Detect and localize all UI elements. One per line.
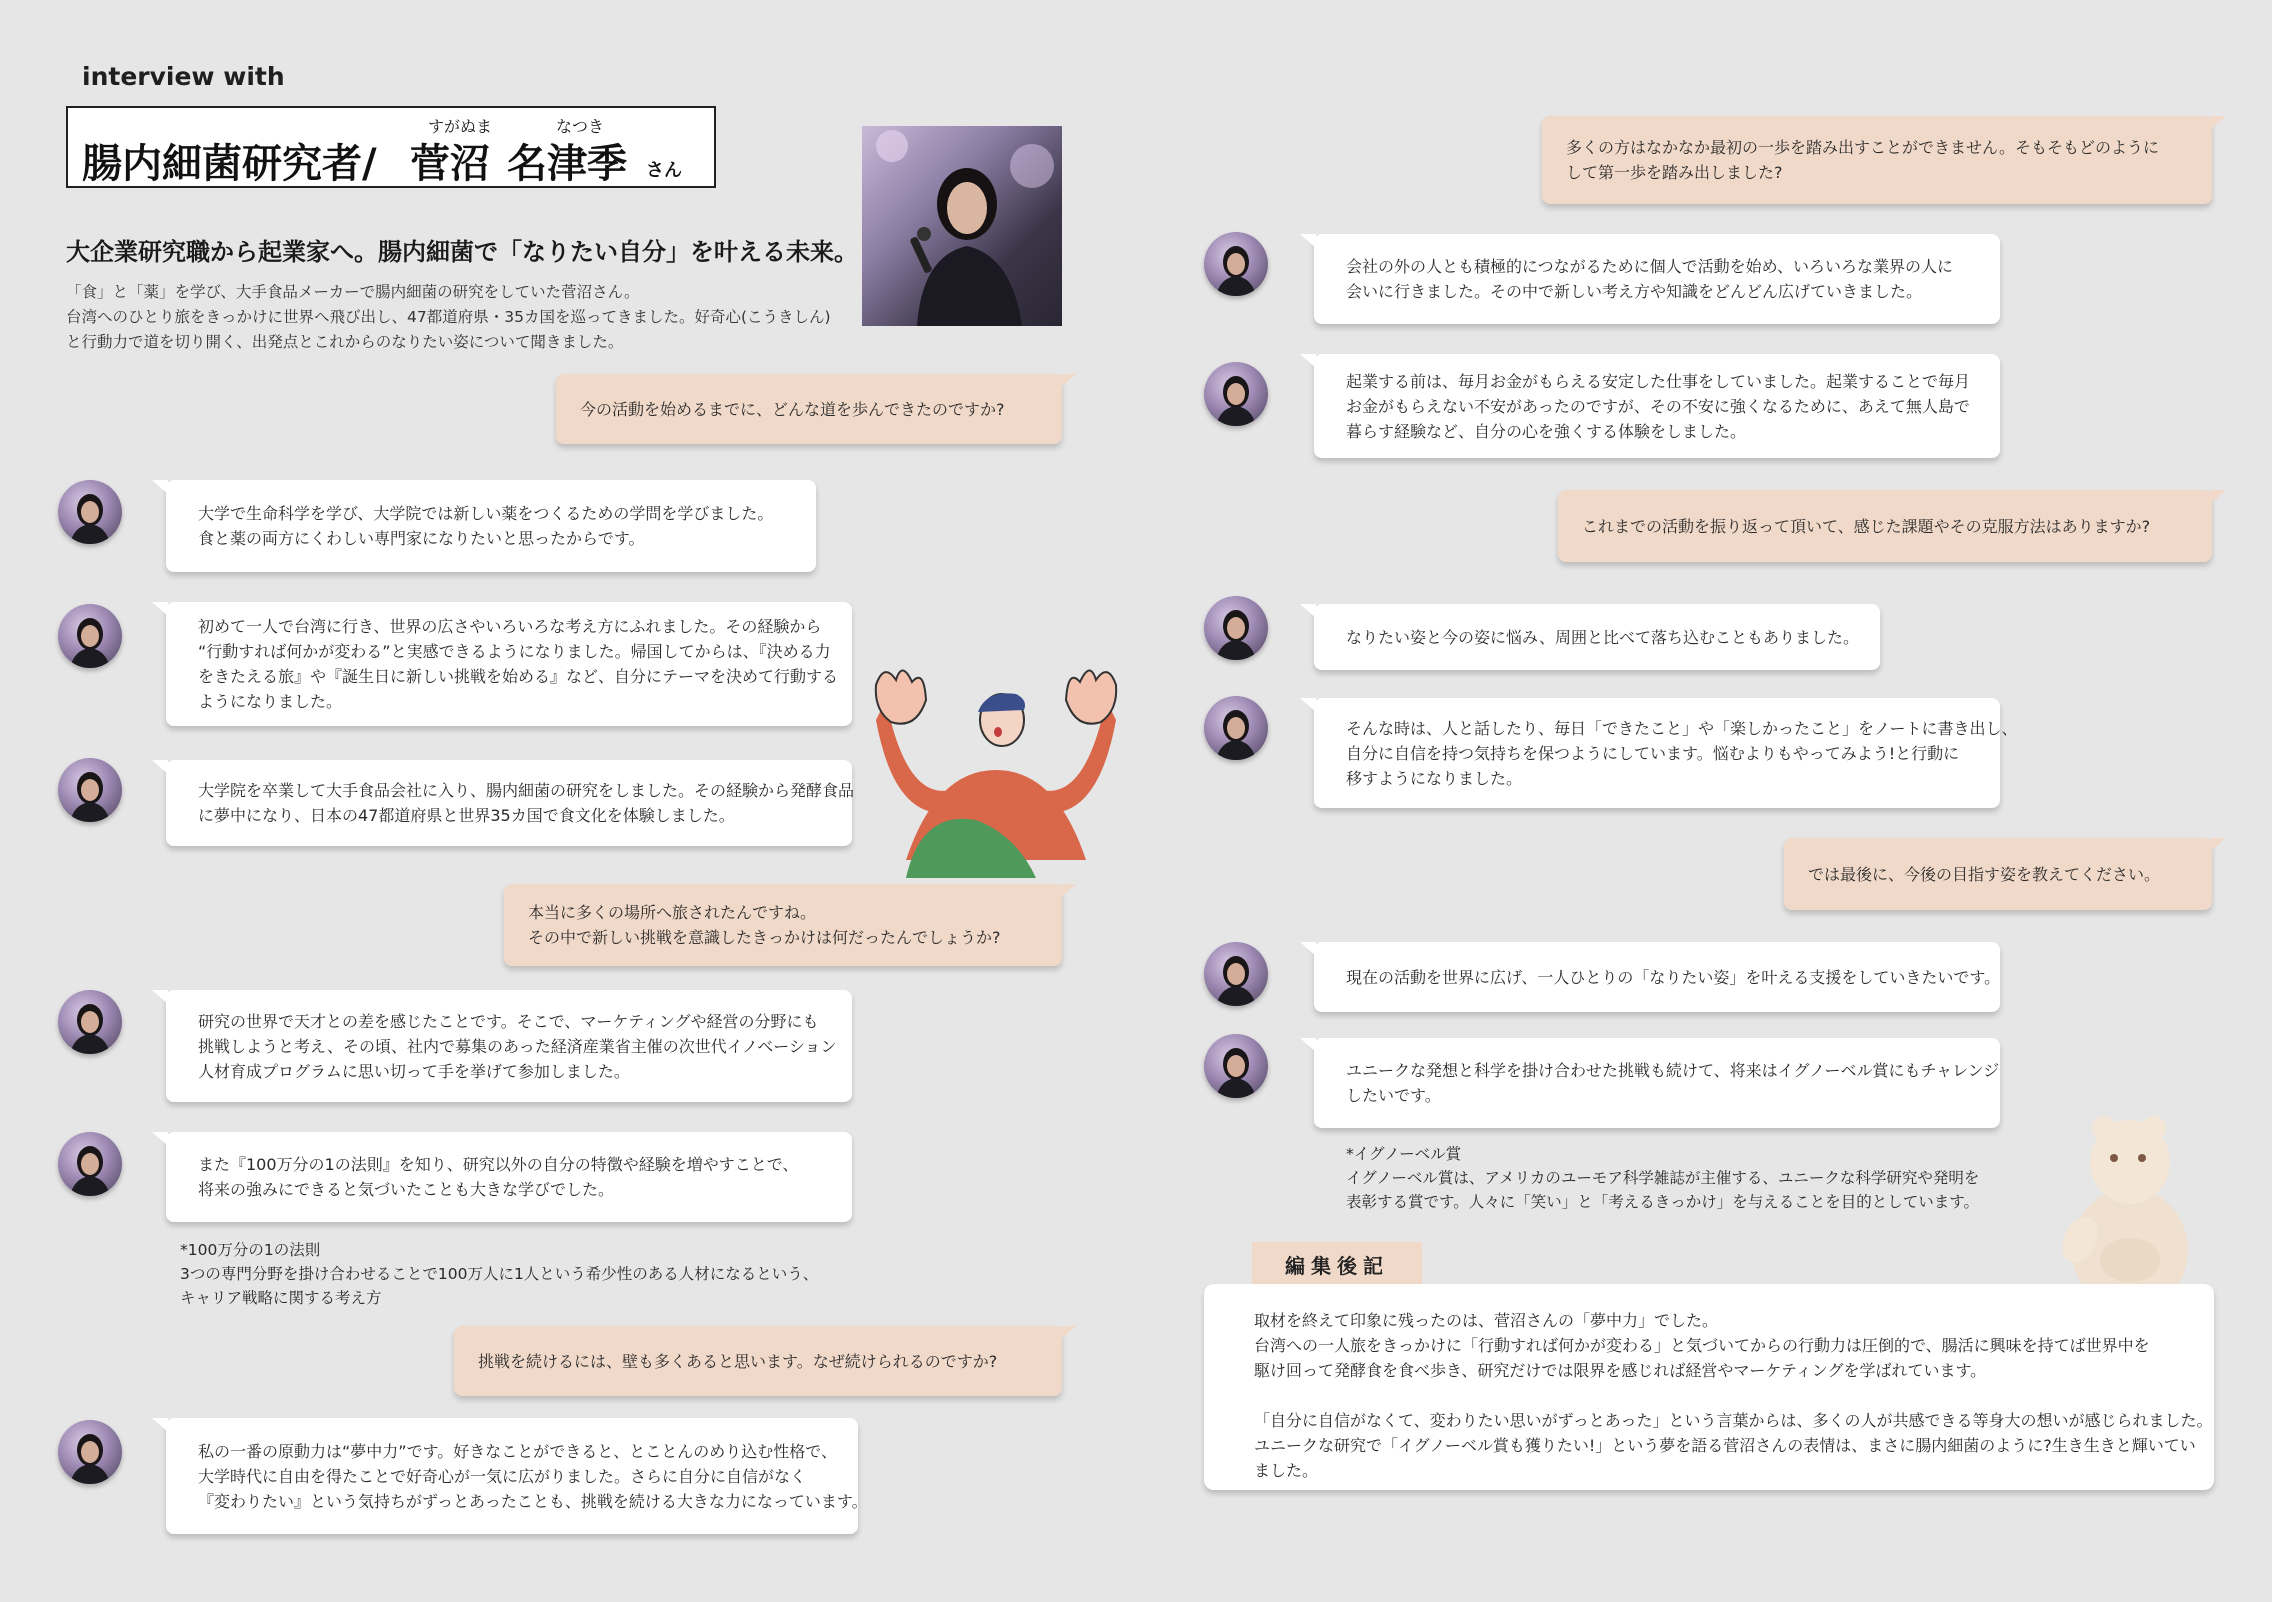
intro-paragraph <box>66 280 846 355</box>
title-role: 腸内細菌研究者/ <box>82 141 377 187</box>
answer-bubble <box>1314 234 2000 324</box>
person-illustration <box>866 660 1126 878</box>
answer-bubble <box>166 480 816 572</box>
intro-line: 「食」と「薬」を学び、大手食品メーカーで腸内細菌の研究をしていた菅沼さん。 <box>66 283 640 301</box>
avatar <box>58 480 122 544</box>
answer-line: 自分に自信を持つ気持ちを保つようにしています。悩むよりもやってみよう!と行動に <box>1346 743 1960 763</box>
intro-line: 台湾へのひとり旅をきっかけに世界へ飛び出し、47都道府県・35カ国を巡ってきました。好奇心(こうきしん) <box>66 308 831 326</box>
question-line: では最後に、今後の目指す姿を教えてください。 <box>1808 864 2161 884</box>
question-bubble <box>504 884 1062 966</box>
footnote-line: 表彰する賞です。人々に「笑い」と「考えるきっかけ」を与えることを目的としています。 <box>1346 1193 1980 1211</box>
avatar <box>58 1420 122 1484</box>
answer-line: ようになりました。 <box>198 692 343 711</box>
footnote-line: *100万分の1の法則 <box>180 1241 321 1259</box>
answer-line: 研究の世界で天才との差を感じたことです。そこで、マーケティングや経営の分野にも <box>198 1011 819 1031</box>
answer-bubble <box>166 602 852 726</box>
question-bubble <box>1542 116 2212 204</box>
avatar <box>1204 942 1268 1006</box>
answer-line: 初めて一人で台湾に行き、世界の広さやいろいろな考え方にふれました。その経験から <box>198 617 822 636</box>
answer-line: 大学時代に自由を得たことで好奇心が一気に広がりました。さらに自分に自信がなく <box>198 1466 807 1486</box>
avatar <box>58 1132 122 1196</box>
avatar <box>1204 362 1268 426</box>
question-bubble <box>1558 490 2212 562</box>
answer-bubble <box>1314 354 2000 458</box>
answer-line: 大学で生命科学を学び、大学院では新しい薬をつくるための学問を学びました。 <box>198 504 774 523</box>
answer-line: 『変わりたい』という気持ちがずっとあったことも、挑戦を続ける大きな力になっています。 <box>198 1491 868 1511</box>
name-given: 名津季 <box>507 141 627 187</box>
editor-line: 台湾への一人旅をきっかけに「行動すれば何かが変わる」と気づいてからの行動力は圧倒的で、腸活に興味を持てば世界中を <box>1254 1336 2150 1355</box>
footnote-line: イグノーベル賞は、アメリカのユーモア科学雑誌が主催する、ユニークな科学研究や発明を <box>1346 1169 1980 1187</box>
footnote-line: 3つの専門分野を掛け合わせることで100万人に1人という希少性のある人材になるという、 <box>180 1265 819 1283</box>
footnote-line: *イグノーベル賞 <box>1346 1145 1462 1163</box>
answer-line: 私の一番の原動力は“夢中力”です。好きなことができると、とことんのめり込む性格で、 <box>198 1441 837 1461</box>
answer-line: そんな時は、人と話したり、毎日「できたこと」や「楽しかったこと」をノートに書き出し、 <box>1346 718 2018 738</box>
answer-line: をきたえる旅』や『誕生日に新しい挑戦を始める』など、自分にテーマを決めて行動する <box>198 667 839 686</box>
intro-line: と行動力で道を切り開く、出発点とこれからのなりたい姿について聞きました。 <box>66 333 624 351</box>
question-line: 本当に多くの場所へ旅されたんですね。 <box>528 903 817 922</box>
footnote-line: キャリア戦略に関する考え方 <box>180 1289 382 1307</box>
editor-line: 駆け回って発酵食を食べ歩き、研究だけでは限界を感じれば経営やマーケティングを学ばれています。 <box>1254 1361 1987 1380</box>
answer-bubble <box>1314 1038 2000 1128</box>
question-line: 挑戦を続けるには、壁も多くあると思います。なぜ続けられるのですか? <box>478 1351 998 1371</box>
answer-bubble <box>166 1418 868 1534</box>
answer-line: したいです。 <box>1346 1086 1441 1105</box>
editor-note-box <box>1204 1284 2214 1490</box>
question-line: 多くの方はなかなか最初の一歩を踏み出すことができません。そもそもどのように <box>1566 138 2159 157</box>
answer-line: 挑戦しようと考え、その頃、社内で募集のあった経済産業省主催の次世代イノベーション <box>198 1036 837 1056</box>
answer-line: 会社の外の人とも積極的につながるために個人で活動を始め、いろいろな業界の人に <box>1346 257 1954 276</box>
answer-bubble <box>166 990 852 1102</box>
question-line: 今の活動を始めるまでに、どんな道を歩んできたのですか? <box>580 399 1005 419</box>
answer-line: 大学院を卒業して大手食品会社に入り、腸内細菌の研究をしました。その経験から発酵食品 <box>198 781 855 800</box>
answer-bubble <box>1314 604 1880 670</box>
answer-bubble <box>166 1132 852 1222</box>
editor-line: 「自分に自信がなくて、変わりたい思いがずっとあった」という言葉からは、多くの人が共感できる等身大の想いが感じられました。 <box>1254 1411 2213 1430</box>
question-bubble <box>454 1326 1062 1396</box>
ruby-given: なつき <box>556 117 605 136</box>
answer-line: 起業する前は、毎月お金がもらえる安定した仕事をしていました。起業することで毎月 <box>1346 371 1971 391</box>
interviewee-photo <box>862 126 1062 326</box>
avatar <box>58 990 122 1054</box>
editor-note-tab: 編集後記 <box>1252 1242 1422 1286</box>
answer-line: 将来の強みにできると気づいたことも大きな学びでした。 <box>198 1180 615 1199</box>
answer-line: 人材育成プログラムに思い切って手を挙げて参加しました。 <box>198 1061 630 1081</box>
question-line: その中で新しい挑戦を意識したきっかけは何だったんでしょうか? <box>528 928 1001 947</box>
answer-line: また『100万分の1の法則』を知り、研究以外の自分の特徴や経験を増やすことで、 <box>198 1155 799 1174</box>
answer-bubble <box>166 760 855 846</box>
name-family: 菅沼 <box>410 141 490 187</box>
answer-line: “行動すれば何かが変わる”と実感できるようになりました。帰国してからは、『決める力 <box>198 642 831 661</box>
avatar <box>1204 1034 1268 1098</box>
ruby-family: すがぬま <box>428 117 493 136</box>
avatar <box>1204 596 1268 660</box>
answer-bubble <box>1314 942 2000 1012</box>
answer-line: 会いに行きました。その中で新しい考え方や知識をどんどん広げていきました。 <box>1346 282 1923 301</box>
answer-line: 移すようになりました。 <box>1346 768 1523 788</box>
question-bubble <box>556 374 1062 444</box>
footnote <box>180 1238 818 1310</box>
honorific: さん <box>646 160 682 181</box>
editor-line: 取材を終えて印象に残ったのは、菅沼さんの「夢中力」でした。 <box>1254 1311 1719 1330</box>
editor-line: ました。 <box>1254 1461 1319 1480</box>
answer-line: 現在の活動を世界に広げ、一人ひとりの「なりたい姿」を叶える支援をしていきたいです。 <box>1346 967 2001 987</box>
avatar <box>58 604 122 668</box>
answer-bubble <box>1314 698 2018 808</box>
answer-line: に夢中になり、日本の47都道府県と世界35カ国で食文化を体験しました。 <box>198 806 735 825</box>
question-bubble <box>1784 838 2212 910</box>
headline: 大企業研究職から起業家へ。腸内細菌で「なりたい自分」を叶える未来。 <box>66 238 858 266</box>
avatar <box>58 758 122 822</box>
question-line: これまでの活動を振り返って頂いて、感じた課題やその克服方法はありますか? <box>1582 516 2151 536</box>
avatar <box>1204 232 1268 296</box>
kicker-text: interview with <box>82 62 285 91</box>
answer-line: お金がもらえない不安があったのですが、その不安に強くなるために、あえて無人島で <box>1346 396 1970 416</box>
answer-line: なりたい姿と今の姿に悩み、周囲と比べて落ち込むこともありました。 <box>1346 627 1859 647</box>
editor-line: ユニークな研究で「イグノーベル賞も獲りたい!」という夢を語る菅沼さんの表情は、まさに腸内細菌のように?生き生きと輝いてい <box>1254 1436 2196 1455</box>
question-line: して第一歩を踏み出しました? <box>1566 163 1783 182</box>
footnote <box>1346 1142 1979 1214</box>
answer-line: 暮らす経験など、自分の心を強くする体験をしました。 <box>1346 421 1747 441</box>
answer-line: 食と薬の両方にくわしい専門家になりたいと思ったからです。 <box>198 529 645 548</box>
avatar <box>1204 696 1268 760</box>
answer-line: ユニークな発想と科学を掛け合わせた挑戦も続けて、将来はイグノーベル賞にもチャレンジ <box>1346 1061 2000 1080</box>
